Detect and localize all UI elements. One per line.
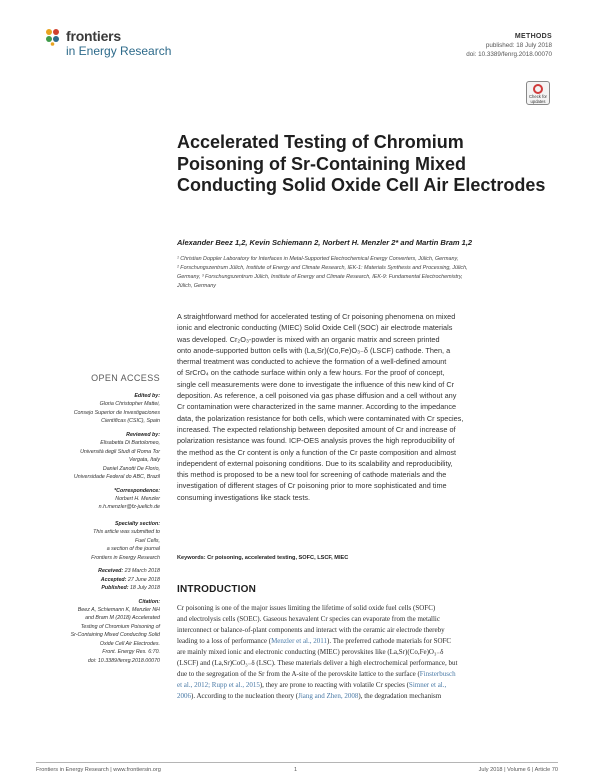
page-number: 1 bbox=[294, 767, 298, 773]
intro-line bbox=[177, 647, 554, 658]
update-ring-icon bbox=[533, 84, 543, 94]
citation-link[interactable]: Finsterbusch bbox=[419, 669, 456, 678]
abstract-line: single cell measurements were done to investigate the influence of this new kind of Cr bbox=[177, 379, 455, 389]
article-meta bbox=[466, 32, 552, 59]
received-date bbox=[0, 567, 160, 575]
citation-line: and Bram M (2018) Accelerated bbox=[85, 615, 160, 622]
journal-name: in Energy Research bbox=[66, 44, 172, 58]
keywords-label: Keywords: bbox=[177, 555, 206, 561]
intro-line bbox=[177, 658, 554, 669]
affiliation-line: Jülich, Germany bbox=[177, 283, 216, 290]
keywords-list: Cr poisoning, accelerated testing, SOFC, LSCF, MIEC bbox=[207, 555, 349, 561]
author-list bbox=[177, 238, 547, 247]
correspondence-name: Norbert H. Menzler bbox=[115, 495, 160, 502]
accepted-date bbox=[0, 576, 160, 584]
specialty-section-label: Specialty section: bbox=[114, 520, 160, 527]
correspondence-email[interactable]: n.h.menzler@fz-juelich.de bbox=[98, 504, 160, 511]
abstract-line: onto anode-supported button cells with (La,Sr)(Co,Fe)O₃₋δ (LSCF) cathode. Then, a bbox=[177, 345, 451, 355]
specialty-line: a section of the journal bbox=[106, 546, 160, 553]
reviewed-by-label: Reviewed by: bbox=[126, 431, 160, 438]
received-label: Received: bbox=[98, 568, 124, 575]
reviewer-line: Elisabetta Di Bartolomeo, bbox=[100, 440, 160, 447]
published-date-side bbox=[0, 584, 160, 592]
abstract-line: the method as the Cr content is only a function of the Cr paste composition and almost bbox=[177, 447, 457, 457]
reviewer-line: Daniel Zanotti De Florio, bbox=[102, 465, 160, 472]
citation-link[interactable]: Simner et al., bbox=[408, 680, 447, 689]
abstract-line: polarization resistance was found. ICP-OES analysis proves the high reproducibility of bbox=[177, 436, 455, 446]
abstract-line: of SrCrO₄ on the cathode surface within only a few hours. For the proof of concept, bbox=[177, 368, 445, 378]
abstract-line: A straightforward method for accelerated testing of Cr poisoning phenomena on mixed bbox=[177, 312, 456, 321]
journal-logo[interactable] bbox=[44, 26, 204, 62]
intro-line bbox=[177, 680, 554, 691]
affiliation-line: Germany, ³ Forschungszentrum Jülich, Institute of Energy and Climate Research, IEK-9: Fundamental Electrochemistry, bbox=[177, 274, 463, 281]
abstract-line: deposition. As reference, a cell poisoned via gas phase diffusion and a cell without any bbox=[177, 391, 457, 401]
intro-text: leading to a loss of performance ( bbox=[177, 636, 272, 645]
badge-text-1: Check for bbox=[529, 94, 547, 99]
abstract-line: Cr contamination were characterized in the same manner. According to the impedance bbox=[177, 402, 457, 412]
intro-text: (LSCF) and (La,Sr)CoO₃₋δ (LSC). These materials deliver a high electrochemical performance, but bbox=[177, 658, 458, 667]
abstract-line: data, the polarization resistance for both cells, which were contaminated with Cr species, bbox=[177, 413, 464, 423]
editor-line: Consejo Superior de Investigaciones bbox=[73, 409, 160, 416]
specialty-line: This article was submitted to bbox=[93, 529, 160, 536]
intro-line bbox=[177, 625, 554, 636]
doi[interactable]: doi: 10.3389/fenrg.2018.00070 bbox=[466, 51, 552, 58]
accepted-value: 27 June 2018 bbox=[127, 576, 160, 583]
affiliation-line: ² Forschungszentrum Jülich, Institute of Energy and Climate Research, IEK-1: Materials Synthesis and Processing, Jülich, bbox=[177, 265, 468, 272]
check-for-updates-badge[interactable] bbox=[526, 81, 550, 105]
intro-line bbox=[177, 614, 554, 625]
reviewer-line: Vergata, Italy bbox=[128, 457, 160, 464]
correspondence-label: *Correspondence: bbox=[114, 487, 160, 494]
abstract-line: ionic and electronic conducting (MIEC) Solid Oxide Cell (SOC) air electrode materials bbox=[177, 323, 453, 333]
accepted-label: Accepted: bbox=[100, 576, 127, 583]
citation-line[interactable]: doi: 10.3389/fenrg.2018.00070 bbox=[87, 657, 160, 664]
brand-name: frontiers bbox=[66, 28, 121, 44]
abstract-line: consuming investigations like stack tests. bbox=[177, 492, 311, 502]
intro-text: ), the degradation mechanism bbox=[358, 691, 442, 700]
citation-line: Testing of Chromium Poisoning of bbox=[80, 623, 160, 630]
section-heading-introduction: INTRODUCTION bbox=[177, 584, 257, 595]
received-value: 23 March 2018 bbox=[124, 568, 160, 575]
authors-text: Alexander Beez 1,2, Kevin Schiemann 2, Norbert H. Menzler 2* and Martin Bram 1,2 bbox=[177, 238, 473, 247]
citation-line: Sr-Containing Mixed Conducting Solid bbox=[70, 632, 160, 639]
intro-text: Cr poisoning is one of the major issues limiting the lifetime of solid oxide fuel cells (SOFC) bbox=[177, 604, 436, 612]
intro-text: ). The preferred cathode materials for SOFC bbox=[327, 636, 452, 645]
citation-link[interactable]: 2006 bbox=[177, 691, 191, 700]
footer-journal[interactable]: Frontiers in Energy Research | www.frontiersin.org bbox=[36, 767, 161, 773]
editor-line: Gloria Christopher Mattei, bbox=[99, 401, 160, 408]
published-date: published: 18 July 2018 bbox=[485, 42, 552, 49]
keywords bbox=[177, 555, 552, 561]
intro-line bbox=[177, 636, 554, 647]
citation-line: Beez A, Schiemann K, Menzler NH bbox=[77, 606, 160, 613]
frontiers-logo-icon bbox=[44, 28, 62, 46]
reviewer-line: Università degli Studi di Roma Tor bbox=[80, 448, 160, 455]
published-value: 18 July 2018 bbox=[129, 585, 160, 592]
abstract-line: was developed. Cr₂O₃-powder is mixed with an organic matrix and screen printed bbox=[177, 334, 440, 344]
article-type: METHODS bbox=[514, 33, 552, 40]
introduction-text bbox=[177, 603, 554, 702]
abstract-line: this method is proposed to be a new tool for screening of cathode materials and the bbox=[177, 470, 447, 480]
intro-text: interconnect or balance-of-plant components and interact with the ceramic air electrode thereby bbox=[177, 625, 445, 634]
sidebar-info bbox=[0, 372, 160, 665]
intro-line bbox=[177, 691, 554, 702]
citation-link[interactable]: Menzler et al., 2011 bbox=[271, 636, 327, 645]
abstract-line: thermal treatment was conducted to achieve the formation of a well-defined amount bbox=[177, 357, 447, 367]
specialty-line: Fuel Cells, bbox=[134, 537, 160, 544]
intro-text: ), they are prone to reacting with volatile Cr species ( bbox=[259, 680, 409, 689]
intro-line bbox=[177, 603, 554, 614]
editor-line: Científicas (CSIC), Spain bbox=[101, 418, 160, 425]
abstract-line: increased. The expected relationship between deposited amount of Cr and increase of bbox=[177, 424, 456, 434]
badge-text-2: updates bbox=[530, 99, 546, 104]
citation-label: Citation: bbox=[138, 598, 160, 605]
affiliation-line: ¹ Christian Doppler Laboratory for Interfaces in Metal-Supported Electrochemical Energy Converters, Jülich, Germany, bbox=[177, 256, 459, 262]
open-access-label: OPEN ACCESS bbox=[91, 373, 160, 383]
intro-text: due to the segregation of the Sr from the A-site of the perovskite lattice to the surface ( bbox=[177, 669, 420, 678]
intro-text: are mainly mixed ionic and electronic conducting (MIEC) perovskites like (La,Sr)(Co,Fe)O₃₋δ bbox=[177, 647, 444, 656]
citation-line: Oxide Cell Air Electrodes. bbox=[99, 640, 160, 647]
intro-text: and electrolysis cells (SOEC). Gaseous hexavalent Cr species can evaporate from the metallic bbox=[177, 614, 440, 623]
abstract bbox=[177, 311, 552, 503]
citation-link[interactable]: Jiang and Zhen, 2008 bbox=[298, 691, 359, 700]
citation-line: Front. Energy Res. 6:70. bbox=[102, 649, 160, 656]
abstract-line: independent of external poisoning conditions. Due to its scalability and reproducibility, bbox=[177, 458, 453, 468]
published-label: Published: bbox=[101, 585, 129, 592]
specialty-line: Frontiers in Energy Research bbox=[91, 554, 160, 561]
intro-line bbox=[177, 669, 554, 680]
reviewer-line: Universidade Federal do ABC, Brazil bbox=[73, 474, 160, 481]
footer-divider bbox=[36, 762, 558, 763]
footer-issue: July 2018 | Volume 6 | Article 70 bbox=[478, 767, 558, 773]
edited-by-label: Edited by: bbox=[134, 393, 160, 399]
citation-link[interactable]: et al., 2012; Rupp et al., 2015 bbox=[177, 680, 260, 689]
intro-text: ). According to the nucleation theory ( bbox=[191, 691, 299, 700]
article-title: Accelerated Testing of Chromium Poisoning of Sr-Containing Mixed Conducting Solid Oxide Cell Air Electrodes bbox=[177, 132, 546, 195]
affiliations bbox=[177, 255, 547, 291]
abstract-line: investigation of different stages of Cr poisoning prior to more sophisticated and time bbox=[177, 481, 447, 491]
